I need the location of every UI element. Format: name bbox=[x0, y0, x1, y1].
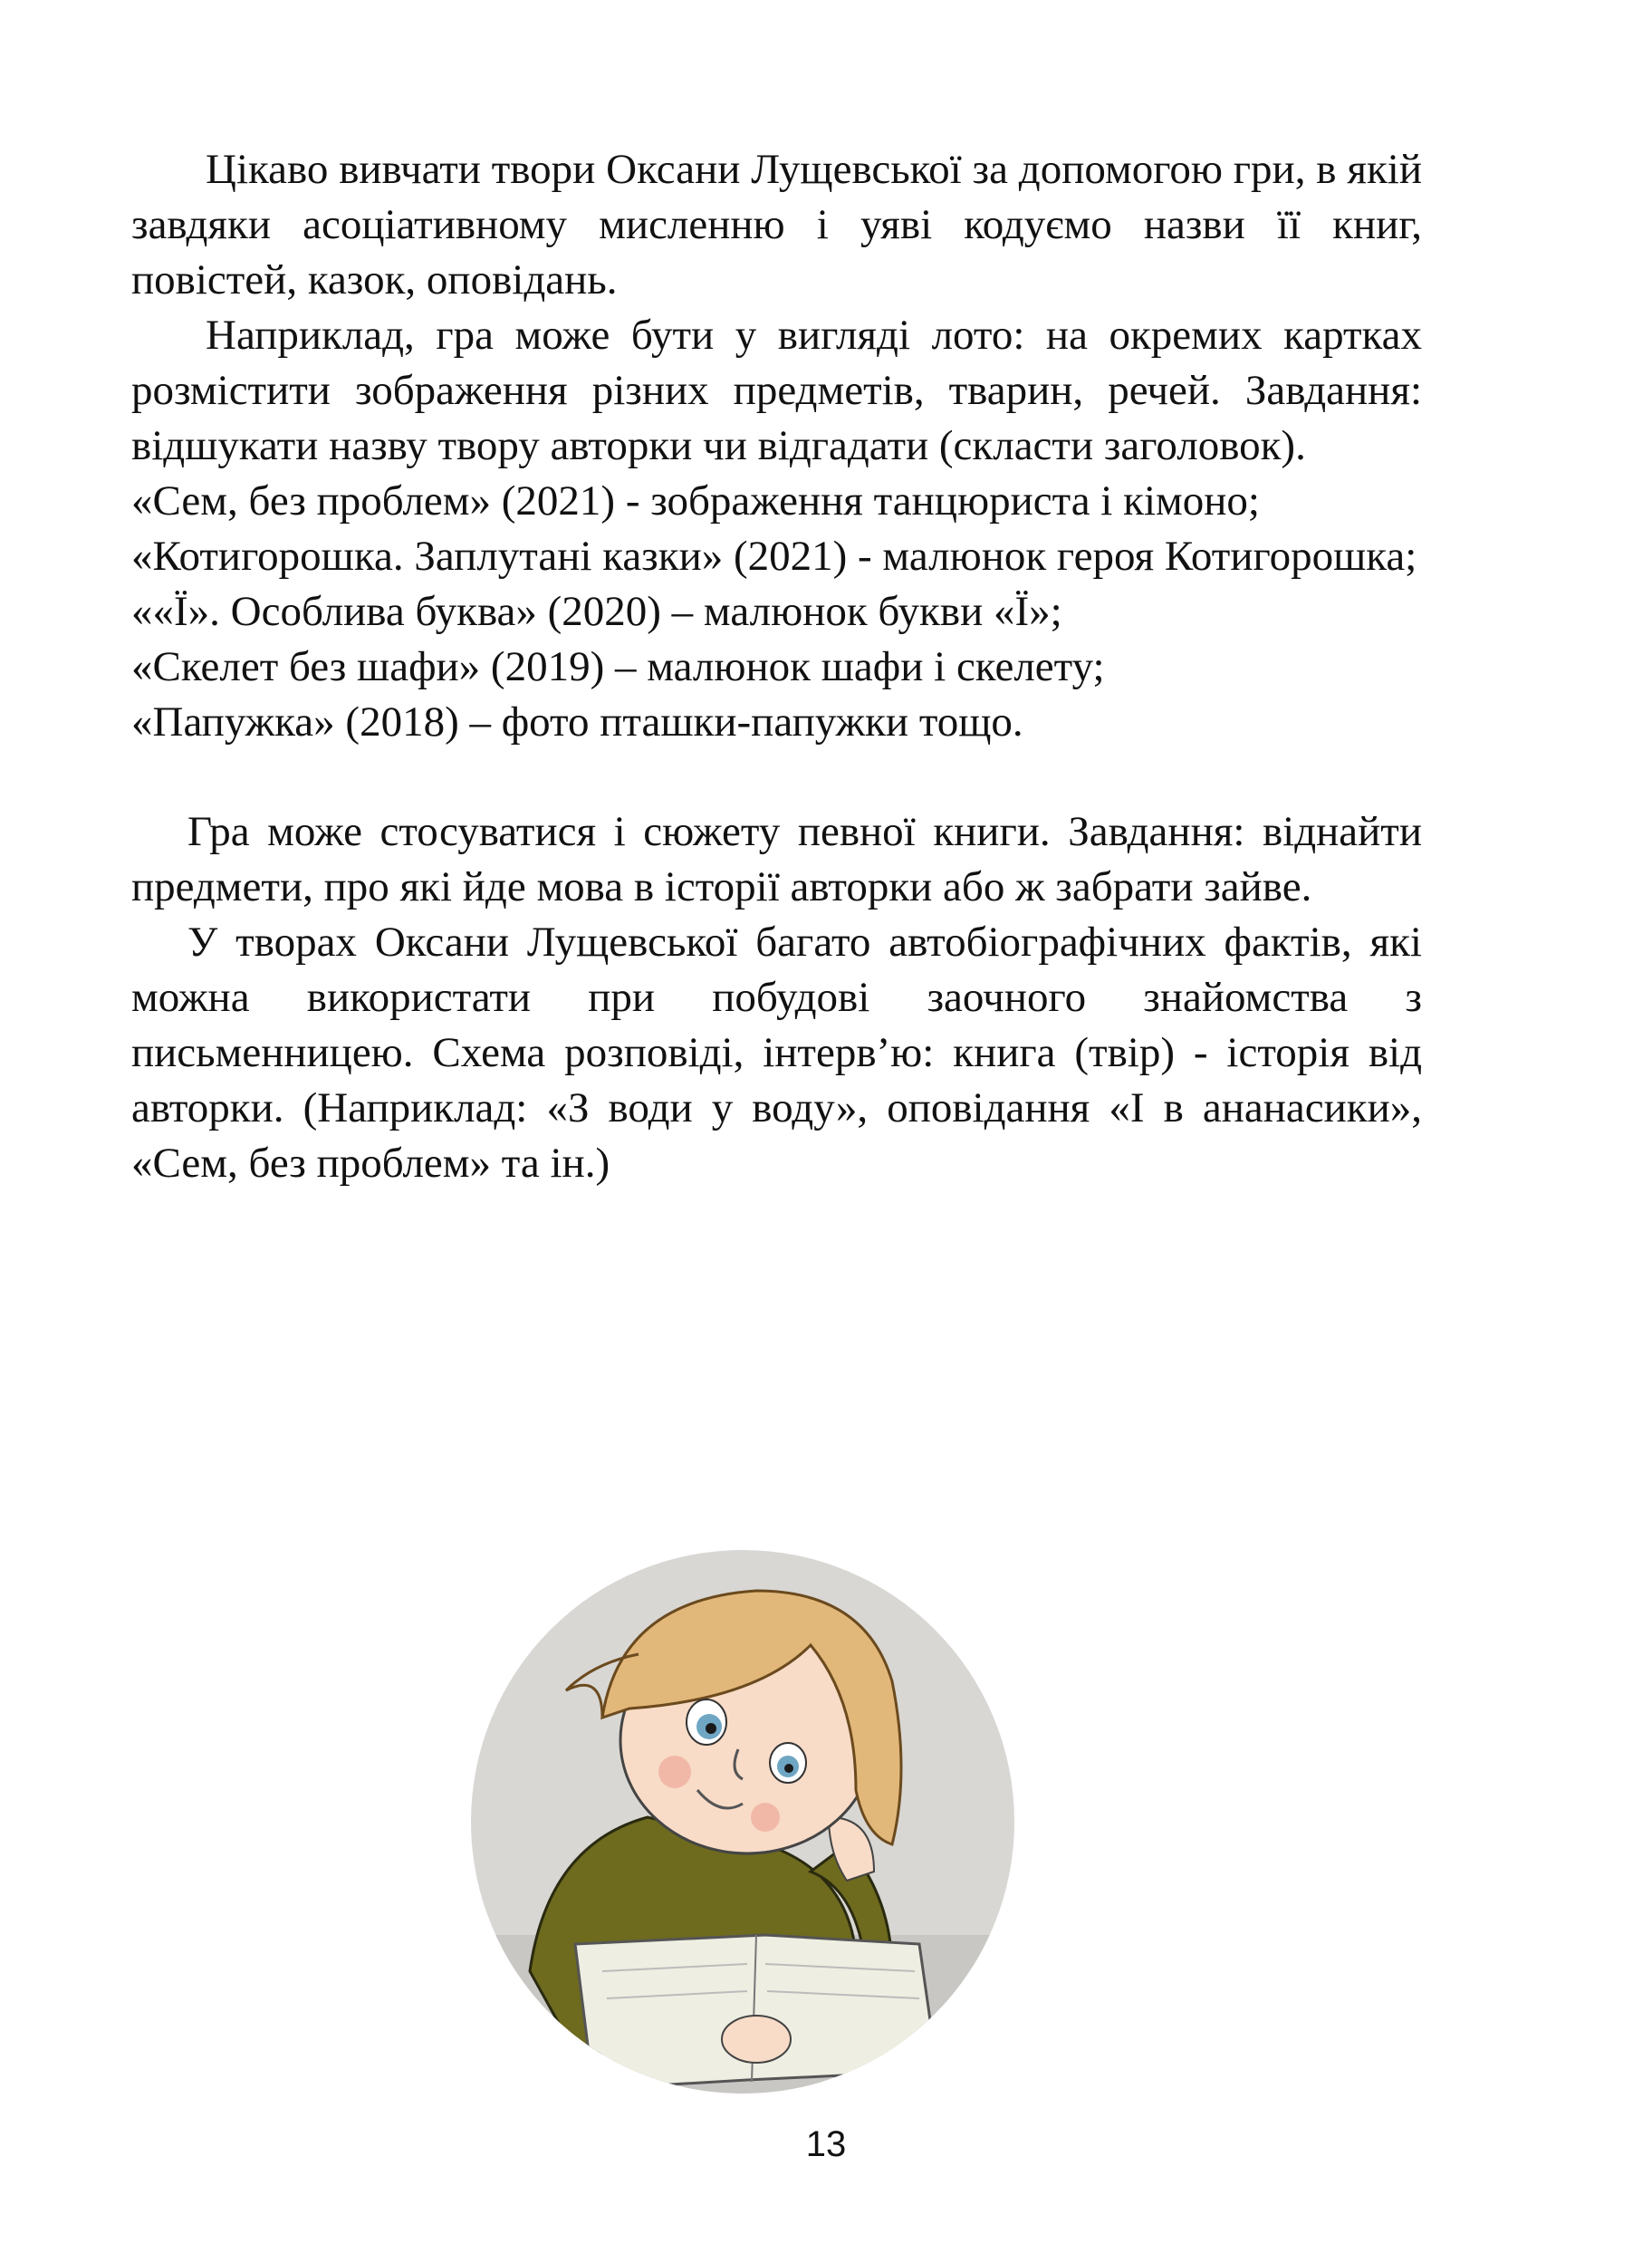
spacer bbox=[131, 750, 1422, 804]
paragraph-autobiography: У творах Оксани Лущевської багато автобіографічних фактів, які можна використати при побудові заочного знайомства з письменницею. Схема розповіді, інтерв’ю: книга (твір) - історія від авторки. (Наприклад: «З води у воду», оповідання «І в ананасики», «Сем, без проблем» та ін.) bbox=[131, 919, 1422, 1187]
list-item: «Сем, без проблем» (2021) - зображення танцюриста і кімоно; bbox=[131, 477, 1260, 525]
list-item: «Котигорошка. Заплутані казки» (2021) - малюнок героя Котигорошка; bbox=[131, 533, 1417, 580]
illustration-svg bbox=[466, 1545, 1019, 2098]
paragraph-lotto-game: Наприклад, гра може бути у вигляді лото: на окремих картках розмістити зображення різних предметів, тварин, речей. Завдання: відшукати назву твору авторки чи відгадати (скласти заголовок). bbox=[131, 312, 1422, 469]
paragraph-plot-game: Гра може стосуватися і сюжету певної книги. Завдання: віднайти предмети, про які йде мова в історії авторки або ж забрати зайве. bbox=[131, 808, 1422, 910]
hand bbox=[722, 2016, 791, 2063]
cheek bbox=[658, 1756, 691, 1788]
list-item: ««Ї». Особлива буква» (2020) – малюнок букви «Ї»; bbox=[131, 588, 1062, 635]
cheek bbox=[751, 1803, 780, 1832]
list-item: «Папужка» (2018) – фото пташки-папужки тощо. bbox=[131, 698, 1023, 746]
page-number: 13 bbox=[805, 2124, 847, 2164]
page-text bbox=[131, 142, 1422, 1191]
girl-reading-book-illustration bbox=[466, 1545, 1019, 2098]
list-item: «Скелет без шафи» (2019) – малюнок шафи і скелету; bbox=[131, 643, 1105, 690]
paragraph-intro: Цікаво вивчати твори Оксани Лущевської за допомогою гри, в якій завдяки асоціативному мисленню і уяві кодуємо назви її книг, повістей, казок, оповідань. bbox=[131, 146, 1422, 303]
